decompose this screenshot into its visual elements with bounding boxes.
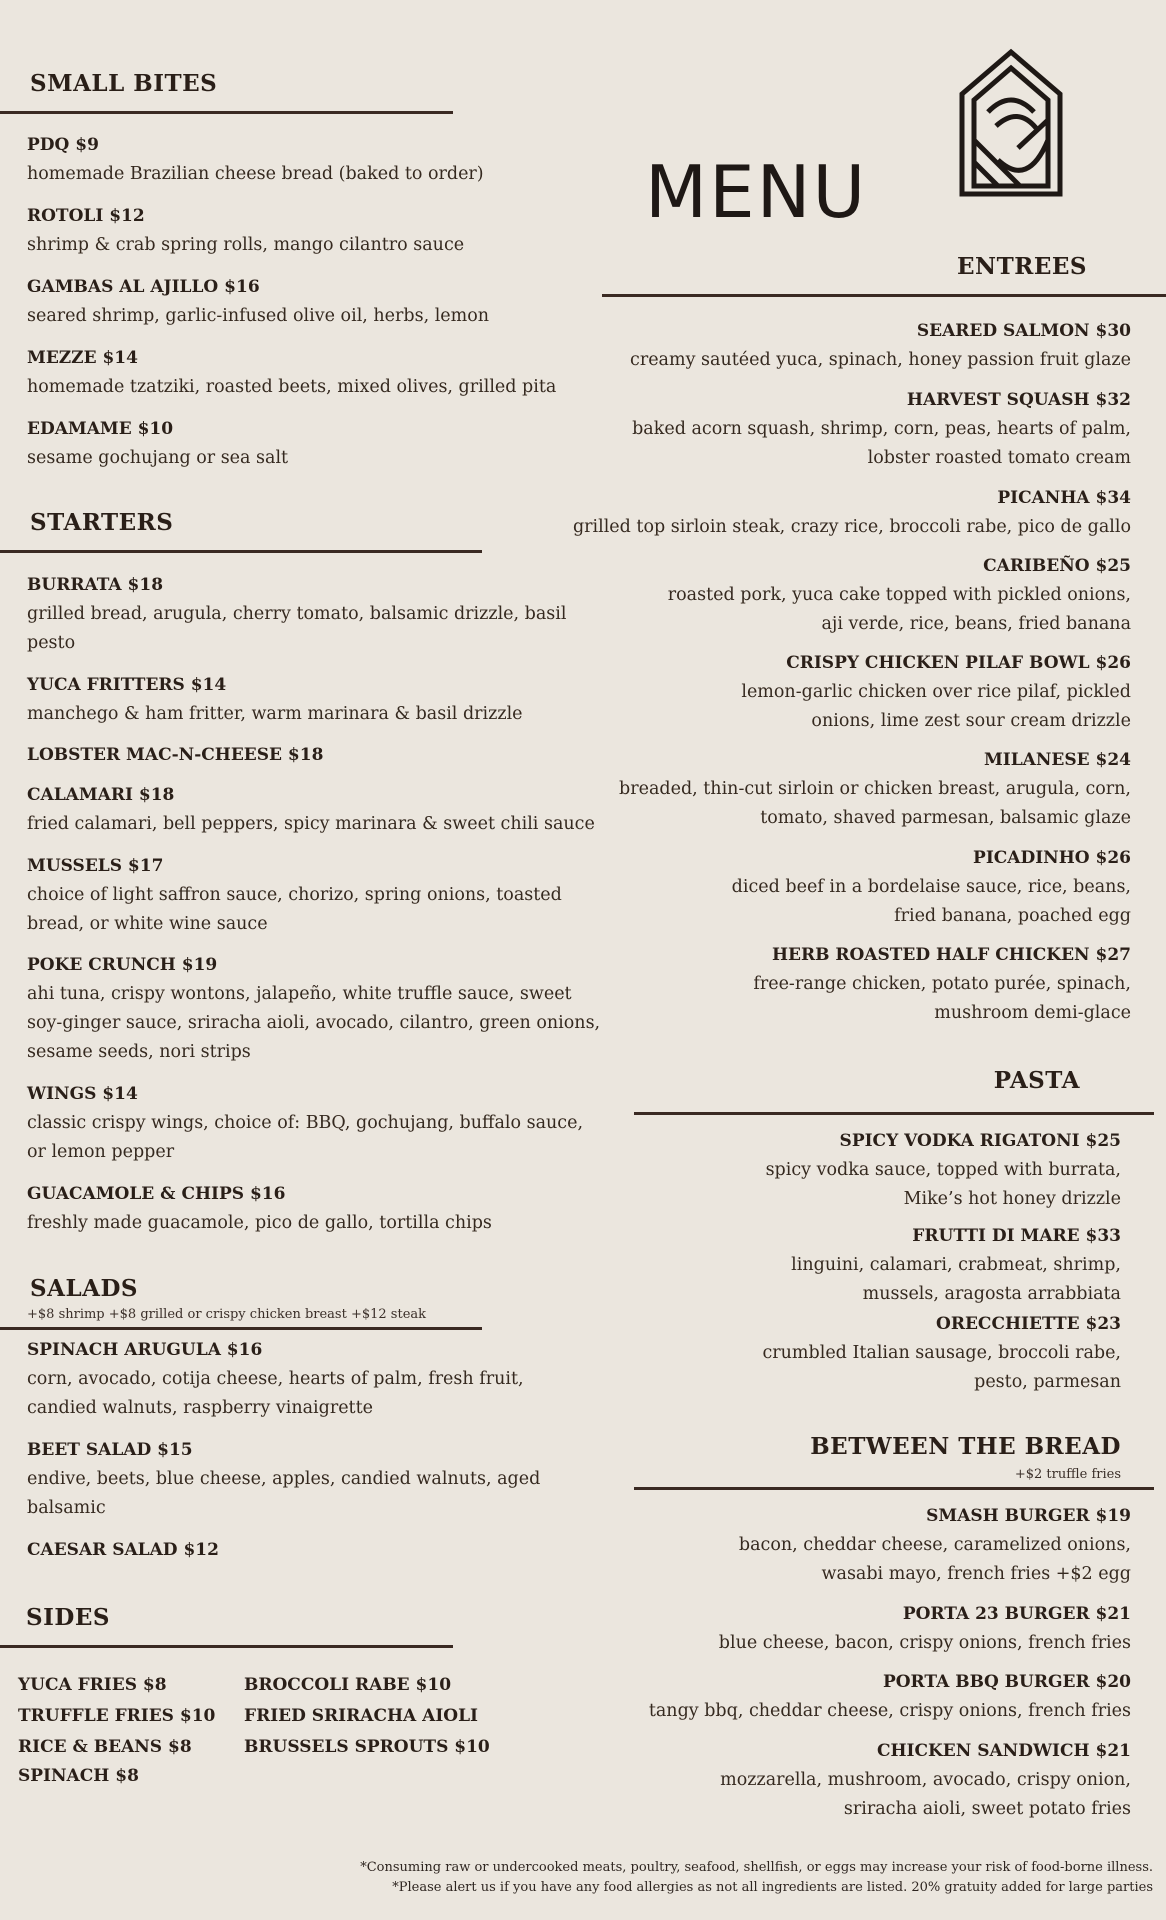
small-bites-rule xyxy=(0,111,453,114)
item-desc: grilled top sirloin steak, crazy rice, broccoli rabe, pico de gallo xyxy=(572,517,1131,537)
item-name: PICANHA $34 xyxy=(997,488,1131,508)
salads-addons-note: +$8 shrimp +$8 grilled or crispy chicken breast +$12 steak xyxy=(27,1307,427,1322)
sides-rule xyxy=(0,1645,453,1648)
item-desc: mushroom demi-glace xyxy=(934,1003,1131,1023)
item-name: BURRATA $18 xyxy=(27,575,164,595)
side-item: TRUFFLE FRIES $10 xyxy=(18,1706,216,1726)
item-name: POKE CRUNCH $19 xyxy=(27,955,218,975)
item-desc: linguini, calamari, crabmeat, shrimp, xyxy=(791,1255,1121,1275)
sides-heading: SIDES xyxy=(26,1604,110,1631)
between-the-bread-heading: BETWEEN THE BREAD xyxy=(810,1433,1121,1460)
item-name: CRISPY CHICKEN PILAF BOWL $26 xyxy=(786,653,1131,673)
side-item: YUCA FRIES $8 xyxy=(18,1675,167,1695)
item-desc: sesame gochujang or sea salt xyxy=(27,448,289,468)
menu-item xyxy=(27,131,484,189)
item-name: YUCA FRITTERS $14 xyxy=(27,675,227,695)
entrees-rule xyxy=(602,294,1166,297)
item-desc: choice of light saffron sauce, chorizo, spring onions, toasted xyxy=(27,885,562,905)
item-name: PORTA 23 BURGER $21 xyxy=(902,1604,1131,1624)
item-name: EDAMAME $10 xyxy=(27,419,174,439)
item-name: SPINACH ARUGULA $16 xyxy=(27,1340,263,1360)
item-desc: mussels, aragosta arrabbiata xyxy=(862,1284,1121,1304)
item-name: ROTOLI $12 xyxy=(27,206,145,226)
side-item: SPINACH $8 xyxy=(18,1766,139,1786)
item-desc: ahi tuna, crispy wontons, jalapeño, white truffle sauce, sweet xyxy=(27,984,572,1004)
menu-item xyxy=(27,671,523,729)
menu-item xyxy=(27,1080,583,1167)
item-name: CAESAR SALAD $12 xyxy=(27,1540,219,1560)
menu-item xyxy=(27,202,464,260)
item-desc: Mike’s hot honey drizzle xyxy=(903,1189,1121,1209)
menu-item xyxy=(27,273,489,331)
restaurant-logo xyxy=(958,48,1064,198)
item-desc: spicy vodka sauce, topped with burrata, xyxy=(765,1160,1121,1180)
menu-item xyxy=(732,844,1131,931)
item-desc: seared shrimp, garlic-infused olive oil, herbs, lemon xyxy=(27,306,490,326)
menu-item xyxy=(753,941,1131,1028)
menu-item xyxy=(791,1222,1121,1309)
item-desc: bread, or white wine sauce xyxy=(27,914,268,934)
item-desc: lobster roasted tomato cream xyxy=(867,448,1131,468)
item-desc: breaded, thin-cut sirloin or chicken breast, arugula, corn, xyxy=(619,779,1131,799)
menu-item xyxy=(27,1436,540,1523)
footer-raw-food-warning: *Consuming raw or undercooked meats, poultry, seafood, shellfish, or eggs may increase your risk of food-borne illness. xyxy=(360,1860,1153,1875)
menu-title: MENU xyxy=(645,150,868,234)
menu-item xyxy=(720,1737,1131,1824)
sides-column-1 xyxy=(18,1670,215,1792)
item-desc: tomato, shaved parmesan, balsamic glaze xyxy=(760,808,1131,828)
bread-rule xyxy=(634,1487,1154,1490)
item-desc: shrimp & crab spring rolls, mango cilantro sauce xyxy=(27,235,465,255)
item-name: BEET SALAD $15 xyxy=(27,1440,193,1460)
menu-item xyxy=(632,386,1131,473)
item-name: MEZZE $14 xyxy=(27,348,138,368)
side-item: RICE & BEANS $8 xyxy=(18,1737,192,1757)
salads-heading: SALADS xyxy=(30,1275,139,1302)
item-desc: soy-ginger sauce, sriracha aioli, avocado, cilantro, green onions, xyxy=(27,1013,601,1033)
menu-item xyxy=(739,1502,1131,1589)
item-desc: pesto, parmesan xyxy=(974,1372,1121,1392)
item-desc: endive, beets, blue cheese, apples, candied walnuts, aged xyxy=(27,1469,541,1489)
item-name: PICADINHO $26 xyxy=(973,848,1131,868)
menu-item xyxy=(619,746,1131,833)
menu-item xyxy=(27,1180,492,1238)
menu-item xyxy=(719,1600,1131,1658)
item-desc: homemade Brazilian cheese bread (baked to order) xyxy=(27,164,484,184)
item-name: GAMBAS AL AJILLO $16 xyxy=(27,277,260,297)
item-desc: sriracha aioli, sweet potato fries xyxy=(843,1799,1131,1819)
item-name: SPICY VODKA RIGATONI $25 xyxy=(839,1131,1121,1151)
menu-item xyxy=(763,1310,1122,1397)
item-name: LOBSTER MAC-N-CHEESE $18 xyxy=(27,745,324,765)
starters-rule xyxy=(0,550,482,553)
side-item: BROCCOLI RABE $10 xyxy=(244,1675,452,1695)
item-desc: homemade tzatziki, roasted beets, mixed olives, grilled pita xyxy=(27,377,557,397)
item-name: ORECCHIETTE $23 xyxy=(936,1314,1121,1334)
item-name: PORTA BBQ BURGER $20 xyxy=(882,1672,1131,1692)
item-desc: wasabi mayo, french fries +$2 egg xyxy=(821,1564,1131,1584)
item-name: WINGS $14 xyxy=(27,1084,138,1104)
item-desc: mozzarella, mushroom, avocado, crispy onion, xyxy=(720,1770,1131,1790)
menu-item xyxy=(630,317,1131,375)
item-desc: aji verde, rice, beans, fried banana xyxy=(821,614,1131,634)
menu-item xyxy=(668,552,1131,639)
item-desc: candied walnuts, raspberry vinaigrette xyxy=(27,1398,373,1418)
item-desc: crumbled Italian sausage, broccoli rabe, xyxy=(762,1343,1121,1363)
item-name: MILANESE $24 xyxy=(983,750,1131,770)
item-desc: tangy bbq, cheddar cheese, crispy onions, french fries xyxy=(648,1701,1131,1721)
item-desc: free-range chicken, potato purée, spinach, xyxy=(753,974,1131,994)
menu-item xyxy=(741,649,1131,736)
item-name: HERB ROASTED HALF CHICKEN $27 xyxy=(771,945,1131,965)
menu-item xyxy=(27,1536,219,1565)
item-desc: manchego & ham fritter, warm marinara & basil drizzle xyxy=(27,704,523,724)
item-name: PDQ $9 xyxy=(27,135,99,155)
item-name: CHICKEN SANDWICH $21 xyxy=(876,1741,1131,1761)
starters-heading: STARTERS xyxy=(30,509,174,536)
pasta-heading: PASTA xyxy=(993,1067,1080,1094)
item-desc: pesto xyxy=(27,633,76,653)
item-name: SEARED SALMON $30 xyxy=(916,321,1131,341)
salads-rule xyxy=(0,1327,482,1330)
footer-allergy-gratuity-note: *Please alert us if you have any food allergies as not all ingredients are listed. 20% gratuity added for large parties xyxy=(392,1880,1153,1895)
item-desc: lemon-garlic chicken over rice pilaf, pickled xyxy=(741,682,1131,702)
item-desc: bacon, cheddar cheese, caramelized onions, xyxy=(738,1535,1131,1555)
item-desc: freshly made guacamole, pico de gallo, tortilla chips xyxy=(27,1213,492,1233)
item-name: HARVEST SQUASH $32 xyxy=(906,390,1131,410)
item-name: CARIBEÑO $25 xyxy=(983,556,1131,576)
item-desc: fried calamari, bell peppers, spicy marinara & sweet chili sauce xyxy=(27,814,595,834)
bread-addon-note: +$2 truffle fries xyxy=(1014,1467,1121,1482)
item-name: FRUTTI DI MARE $33 xyxy=(912,1226,1121,1246)
item-desc: creamy sautéed yuca, spinach, honey passion fruit glaze xyxy=(630,350,1131,370)
side-item: FRIED SRIRACHA AIOLI xyxy=(244,1706,478,1726)
menu-item xyxy=(649,1668,1131,1726)
side-item: BRUSSELS SPROUTS $10 xyxy=(244,1737,490,1757)
menu-item xyxy=(27,951,600,1067)
item-desc: fried banana, poached egg xyxy=(894,906,1131,926)
item-desc: onions, lime zest sour cream drizzle xyxy=(811,711,1131,731)
menu-item xyxy=(27,571,566,658)
menu-item xyxy=(27,741,323,770)
item-name: CALAMARI $18 xyxy=(27,785,175,805)
menu-item xyxy=(27,781,595,839)
item-desc: sesame seeds, nori strips xyxy=(27,1042,251,1062)
item-desc: corn, avocado, cotija cheese, hearts of palm, fresh fruit, xyxy=(27,1369,524,1389)
menu-item xyxy=(27,344,556,402)
item-name: GUACAMOLE & CHIPS $16 xyxy=(27,1184,286,1204)
item-desc: diced beef in a bordelaise sauce, rice, beans, xyxy=(731,877,1131,897)
small-bites-heading: SMALL BITES xyxy=(30,70,218,97)
entrees-heading: ENTREES xyxy=(957,253,1087,280)
item-desc: blue cheese, bacon, crispy onions, french fries xyxy=(718,1633,1131,1653)
menu-item xyxy=(766,1127,1121,1214)
item-desc: grilled bread, arugula, cherry tomato, balsamic drizzle, basil xyxy=(27,604,567,624)
menu-item xyxy=(27,415,288,473)
sides-column-2 xyxy=(244,1670,490,1763)
item-desc: balsamic xyxy=(27,1498,106,1518)
footer-notes xyxy=(360,1858,1153,1898)
item-desc: classic crispy wings, choice of: BBQ, gochujang, buffalo sauce, xyxy=(27,1113,584,1133)
menu-item xyxy=(27,1336,524,1423)
item-name: SMASH BURGER $19 xyxy=(926,1506,1131,1526)
item-desc: or lemon pepper xyxy=(27,1142,175,1162)
menu-item xyxy=(27,852,562,939)
pasta-rule xyxy=(634,1112,1154,1115)
menu-item xyxy=(573,484,1131,542)
item-desc: roasted pork, yuca cake topped with pickled onions, xyxy=(667,585,1131,605)
item-desc: baked acorn squash, shrimp, corn, peas, hearts of palm, xyxy=(632,419,1131,439)
item-name: MUSSELS $17 xyxy=(27,856,164,876)
